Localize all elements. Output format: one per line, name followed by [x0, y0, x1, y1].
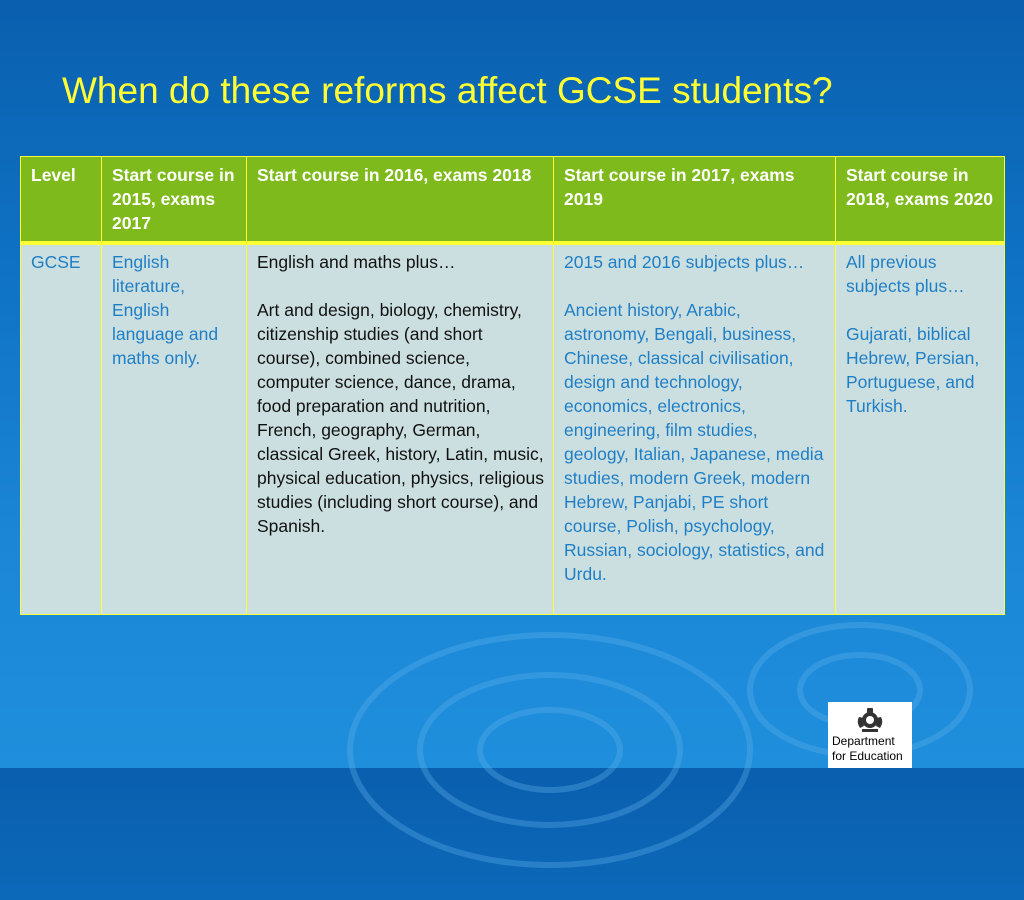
dfe-logo — [828, 702, 912, 768]
logo-line-2: for Education — [832, 749, 903, 763]
cell-2016 — [247, 243, 554, 615]
cell-2015: English literature, English language and maths only. — [102, 243, 247, 615]
cell-2018 — [836, 243, 1005, 615]
header-2018: Start course in 2018, exams 2020 — [836, 157, 1005, 243]
cell-2017-subjects: Ancient history, Arabic, astronomy, Bengali, business, Chinese, classical civilisation, design and technology, economics, electronics, engineering, film studies, geology, Italian, Japanese, media studies, modern Greek, modern Hebrew, Panjabi, PE short course, Polish, psychology, Russian, sociology, statistics, and Urdu. — [564, 299, 825, 584]
reforms-table — [20, 156, 1005, 615]
cell-2017-intro: 2015 and 2016 subjects plus… — [564, 251, 805, 272]
cell-2018-intro: All previous subjects plus… — [846, 251, 965, 296]
cell-2017 — [554, 243, 836, 615]
royal-crest-icon — [855, 705, 885, 733]
cell-2016-intro: English and maths plus… — [257, 251, 456, 272]
table-row — [21, 243, 1005, 615]
header-2017: Start course in 2017, exams 2019 — [554, 157, 836, 243]
cell-level: GCSE — [21, 243, 102, 615]
header-level: Level — [21, 157, 102, 243]
cell-2016-subjects: Art and design, biology, chemistry, citizenship studies (and short course), combined science, computer science, dance, drama, food preparation and nutrition, French, geography, German, classical Greek, history, Latin, music, physical education, physics, religious studies (including short course), and Spanish. — [257, 299, 544, 536]
logo-line-1: Department — [832, 734, 895, 748]
header-2016: Start course in 2016, exams 2018 — [247, 157, 554, 243]
slide-title: When do these reforms affect GCSE students? — [62, 70, 833, 111]
header-row — [21, 157, 1005, 243]
cell-2018-subjects: Gujarati, biblical Hebrew, Persian, Portuguese, and Turkish. — [846, 323, 980, 416]
header-2015: Start course in 2015, exams 2017 — [102, 157, 247, 243]
